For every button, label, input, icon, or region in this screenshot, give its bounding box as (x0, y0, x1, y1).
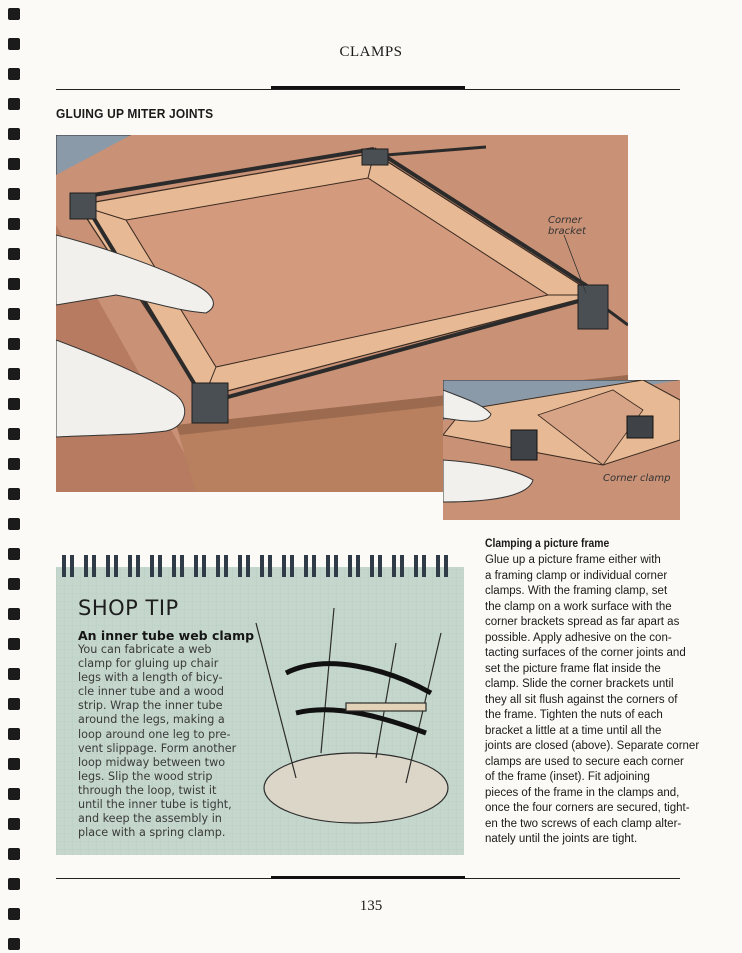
caption-line: of the frame (inset). Fit adjoining (485, 771, 650, 783)
binding-hole (8, 338, 20, 350)
binding-hole (8, 218, 20, 230)
tip-line: loop midway between two (78, 755, 226, 769)
tip-line: loop around one leg to pre- (78, 727, 231, 741)
caption-line: pieces of the frame in the clamps and, (485, 786, 680, 799)
corner-bracket-label-line1: Corner (548, 215, 582, 226)
binding-hole (8, 878, 20, 890)
binding-hole (8, 278, 20, 290)
caption-line: en the two screws of each clamp alter- (485, 817, 682, 830)
caption-line: the frame. Tighten the nuts of each (485, 709, 663, 721)
caption-line: bracket a little at a time until all the (485, 724, 662, 737)
binding-hole (8, 368, 20, 380)
caption-line: corner brackets spread as far apart as (485, 616, 680, 628)
caption-line: they all sit flush against the corners of (485, 693, 678, 706)
binding-hole (8, 488, 20, 500)
caption-line: possible. Apply adhesive on the con- (485, 631, 672, 644)
binding-hole (8, 128, 20, 140)
header-rule-accent (271, 86, 465, 89)
shop-tip-body (78, 643, 248, 840)
running-head: CLAMPS (339, 44, 403, 60)
caption-line: tacting surfaces of the corner joints and (485, 647, 686, 659)
binding-hole (8, 608, 20, 620)
tip-line: legs. Slip the wood strip (78, 769, 213, 783)
tip-line: through the loop, twist it (78, 783, 217, 797)
tip-line: legs with a length of bicy- (78, 671, 223, 685)
tip-line: until the inner tube is tight, (78, 798, 232, 812)
caption-body (485, 553, 700, 848)
binding-hole (8, 578, 20, 590)
footer-rule-accent (271, 876, 465, 879)
tip-line: strip. Wrap the inner tube (78, 699, 223, 713)
caption-line: clamps. With the framing clamp, set (485, 585, 668, 597)
binding-hole (8, 8, 20, 20)
corner-bracket-label-line2: bracket (548, 226, 586, 237)
binding-hole (8, 698, 20, 710)
binding-hole (8, 98, 20, 110)
binding-hole (8, 668, 20, 680)
caption-title: Clamping a picture frame (485, 538, 610, 550)
header-rule (56, 89, 680, 90)
binding-hole (8, 458, 20, 470)
binding-hole (8, 548, 20, 560)
shop-tip-subheading: An inner tube web clamp (78, 628, 255, 643)
shop-tip-heading: SHOP TIP (78, 596, 179, 620)
binding-hole (8, 788, 20, 800)
caption-line: Glue up a picture frame either with (485, 554, 661, 566)
caption-line: a framing clamp or individual corner (485, 569, 668, 582)
corner-clamp-inset-illustration (443, 380, 680, 520)
page-number: 135 (359, 898, 383, 914)
section-title: GLUING UP MITER JOINTS (56, 106, 214, 121)
binding-hole (8, 848, 20, 860)
binding-hole (8, 938, 20, 950)
binding-hole (8, 758, 20, 770)
caption-line: clamps are used to secure each corner (485, 755, 684, 768)
caption-line: set the picture frame flat inside the (485, 662, 661, 675)
tip-line: and keep the assembly in (78, 812, 222, 826)
tip-line: cle inner tube and a wood (78, 685, 225, 699)
corner-clamp-label: Corner clamp (603, 473, 671, 484)
binding-hole (8, 818, 20, 830)
spiral-binding (8, 0, 24, 953)
tip-line: vent slippage. Form another (78, 741, 237, 755)
binding-hole (8, 308, 20, 320)
binding-hole (8, 638, 20, 650)
tip-line: You can fabricate a web (78, 643, 212, 656)
binding-hole (8, 398, 20, 410)
caption-line: once the four corners are secured, tight- (485, 802, 690, 814)
caption-line: nately until the joints are tight. (485, 833, 638, 845)
binding-hole (8, 728, 20, 740)
binding-hole (8, 428, 20, 440)
tip-line: around the legs, making a (78, 713, 225, 727)
binding-hole (8, 188, 20, 200)
caption-line: the clamp on a work surface with the (485, 600, 672, 613)
caption-line: clamp. Slide the corner brackets until (485, 678, 674, 690)
binding-hole (8, 68, 20, 80)
tip-line: clamp for gluing up chair (78, 657, 219, 671)
binding-hole (8, 158, 20, 170)
caption-line: joints are closed (above). Separate corner (485, 740, 700, 752)
tip-line: place with a spring clamp. (78, 826, 226, 840)
binding-hole (8, 518, 20, 530)
binding-hole (8, 248, 20, 260)
